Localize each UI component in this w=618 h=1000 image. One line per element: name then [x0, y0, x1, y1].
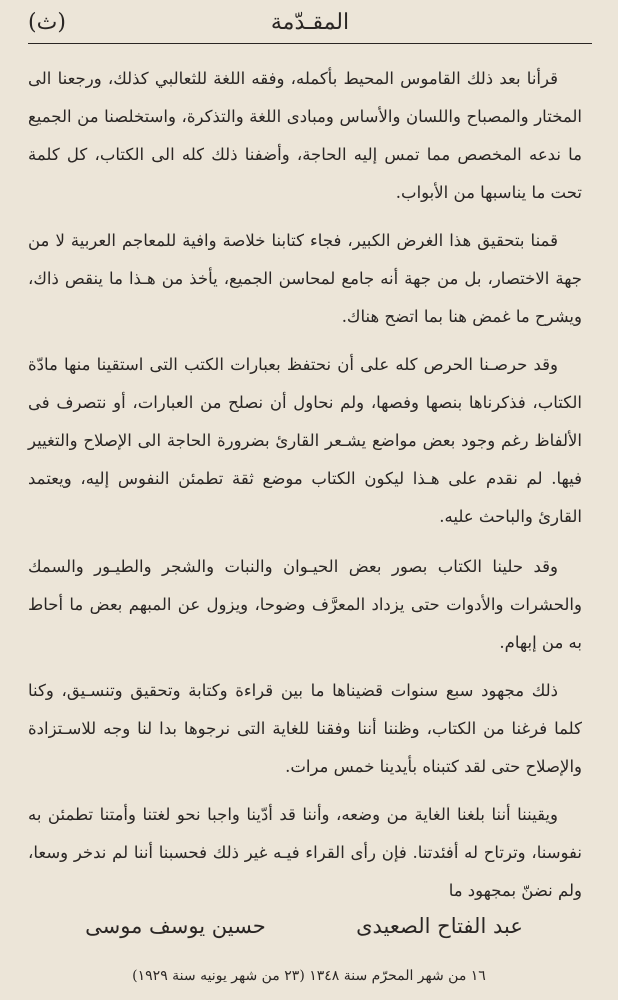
paragraph-3: وقد حرصـنا الحرص كله على أن نحتفظ بعبارات الكتب التى استقينا منها مادّة الكتاب، فذكرناها بنصها وفصها، ولم نحاول أن نصلح من العبارات، أو نتصرف فى الألفاظ رغم وجود بعض مواضع يشـعر القارئ بضرورة الحاجة الى الإصلاح والتغيير فيها. لم نقدم على هـذا ليكون الكتاب موضع ثقة تطمئن النفوس إليه، ويعتمد القارئ والباحث عليه. [28, 355, 582, 526]
page-body [28, 60, 582, 920]
paragraph-4: وقد حلينا الكتاب بصور بعض الحيـوان والنبات والشجر والطيـور والسمك والحشرات والأدوات حتى يزداد المعرَّف وضوحا، ويزول عن المبهم بعض ما أحاط به من إبهام. [28, 557, 582, 652]
date-footnote: ١٦ من شهر المحرّم سنة ١٣٤٨ (٢٣ من شهر يونيه سنة ١٩٢٩) [132, 968, 486, 984]
paragraph-2: قمنا بتحقيق هذا الغرض الكبير، فجاء كتابنا خلاصة وافية للمعاجم العربية لا من جهة الاختصار، بل من جهة أنه جامع لمحاسن الجميع، يأخذ من هـذا ما ينقص ذاك، ويشرح ما غمض هنا بما اتضح هناك. [28, 231, 582, 326]
paragraph-5: ذلك مجهود سبع سنوات قضيناها ما بين قراءة وكتابة وتحقيق وتنسـيق، وكنا كلما فرغنا من الكتاب، وظننا أننا وفقنا للغاية التى نرجوها بدا لنا وجه للاسـتزادة والإصلاح حتى لقد كتبناه بأيدينا خمس مرات. [28, 681, 582, 776]
signature-abdel-fattah: عبد الفتاح الصعيدى [356, 914, 523, 938]
paragraph-6: ويقيننا أننا بلغنا الغاية من وضعه، وأننا قد أدّينا واجبا نحو لغتنا وأمتنا تطمئن به نفوسنا، وترتاح له أفئدتنا. فإن رأى القراء فيـه غير ذلك فحسبنا أننا لم ندخر وسعا، ولم نضنّ بمجهود ما [28, 805, 582, 900]
header-rule [28, 43, 592, 44]
signature-hussein: حسين يوسف موسى [85, 914, 266, 938]
page-number: (ث) [28, 10, 66, 35]
page-header [28, 8, 592, 44]
signatures [40, 914, 568, 954]
paragraph-1: قرأنا بعد ذلك القاموس المحيط بأكمله، وفقه اللغة للثعالبي كذلك، ورجعنا الى المختار والمصباح واللسان والأساس ومبادى اللغة والتذكرة، واستخلصنا من الجميع ما ندعه المخصص مما تمس إليه الحاجة، وأضفنا ذلك كله الى الكتاب، كل كلمة تحت ما يناسبها من الأبواب. [28, 69, 582, 202]
page-title: المقـدّمة [270, 10, 350, 35]
